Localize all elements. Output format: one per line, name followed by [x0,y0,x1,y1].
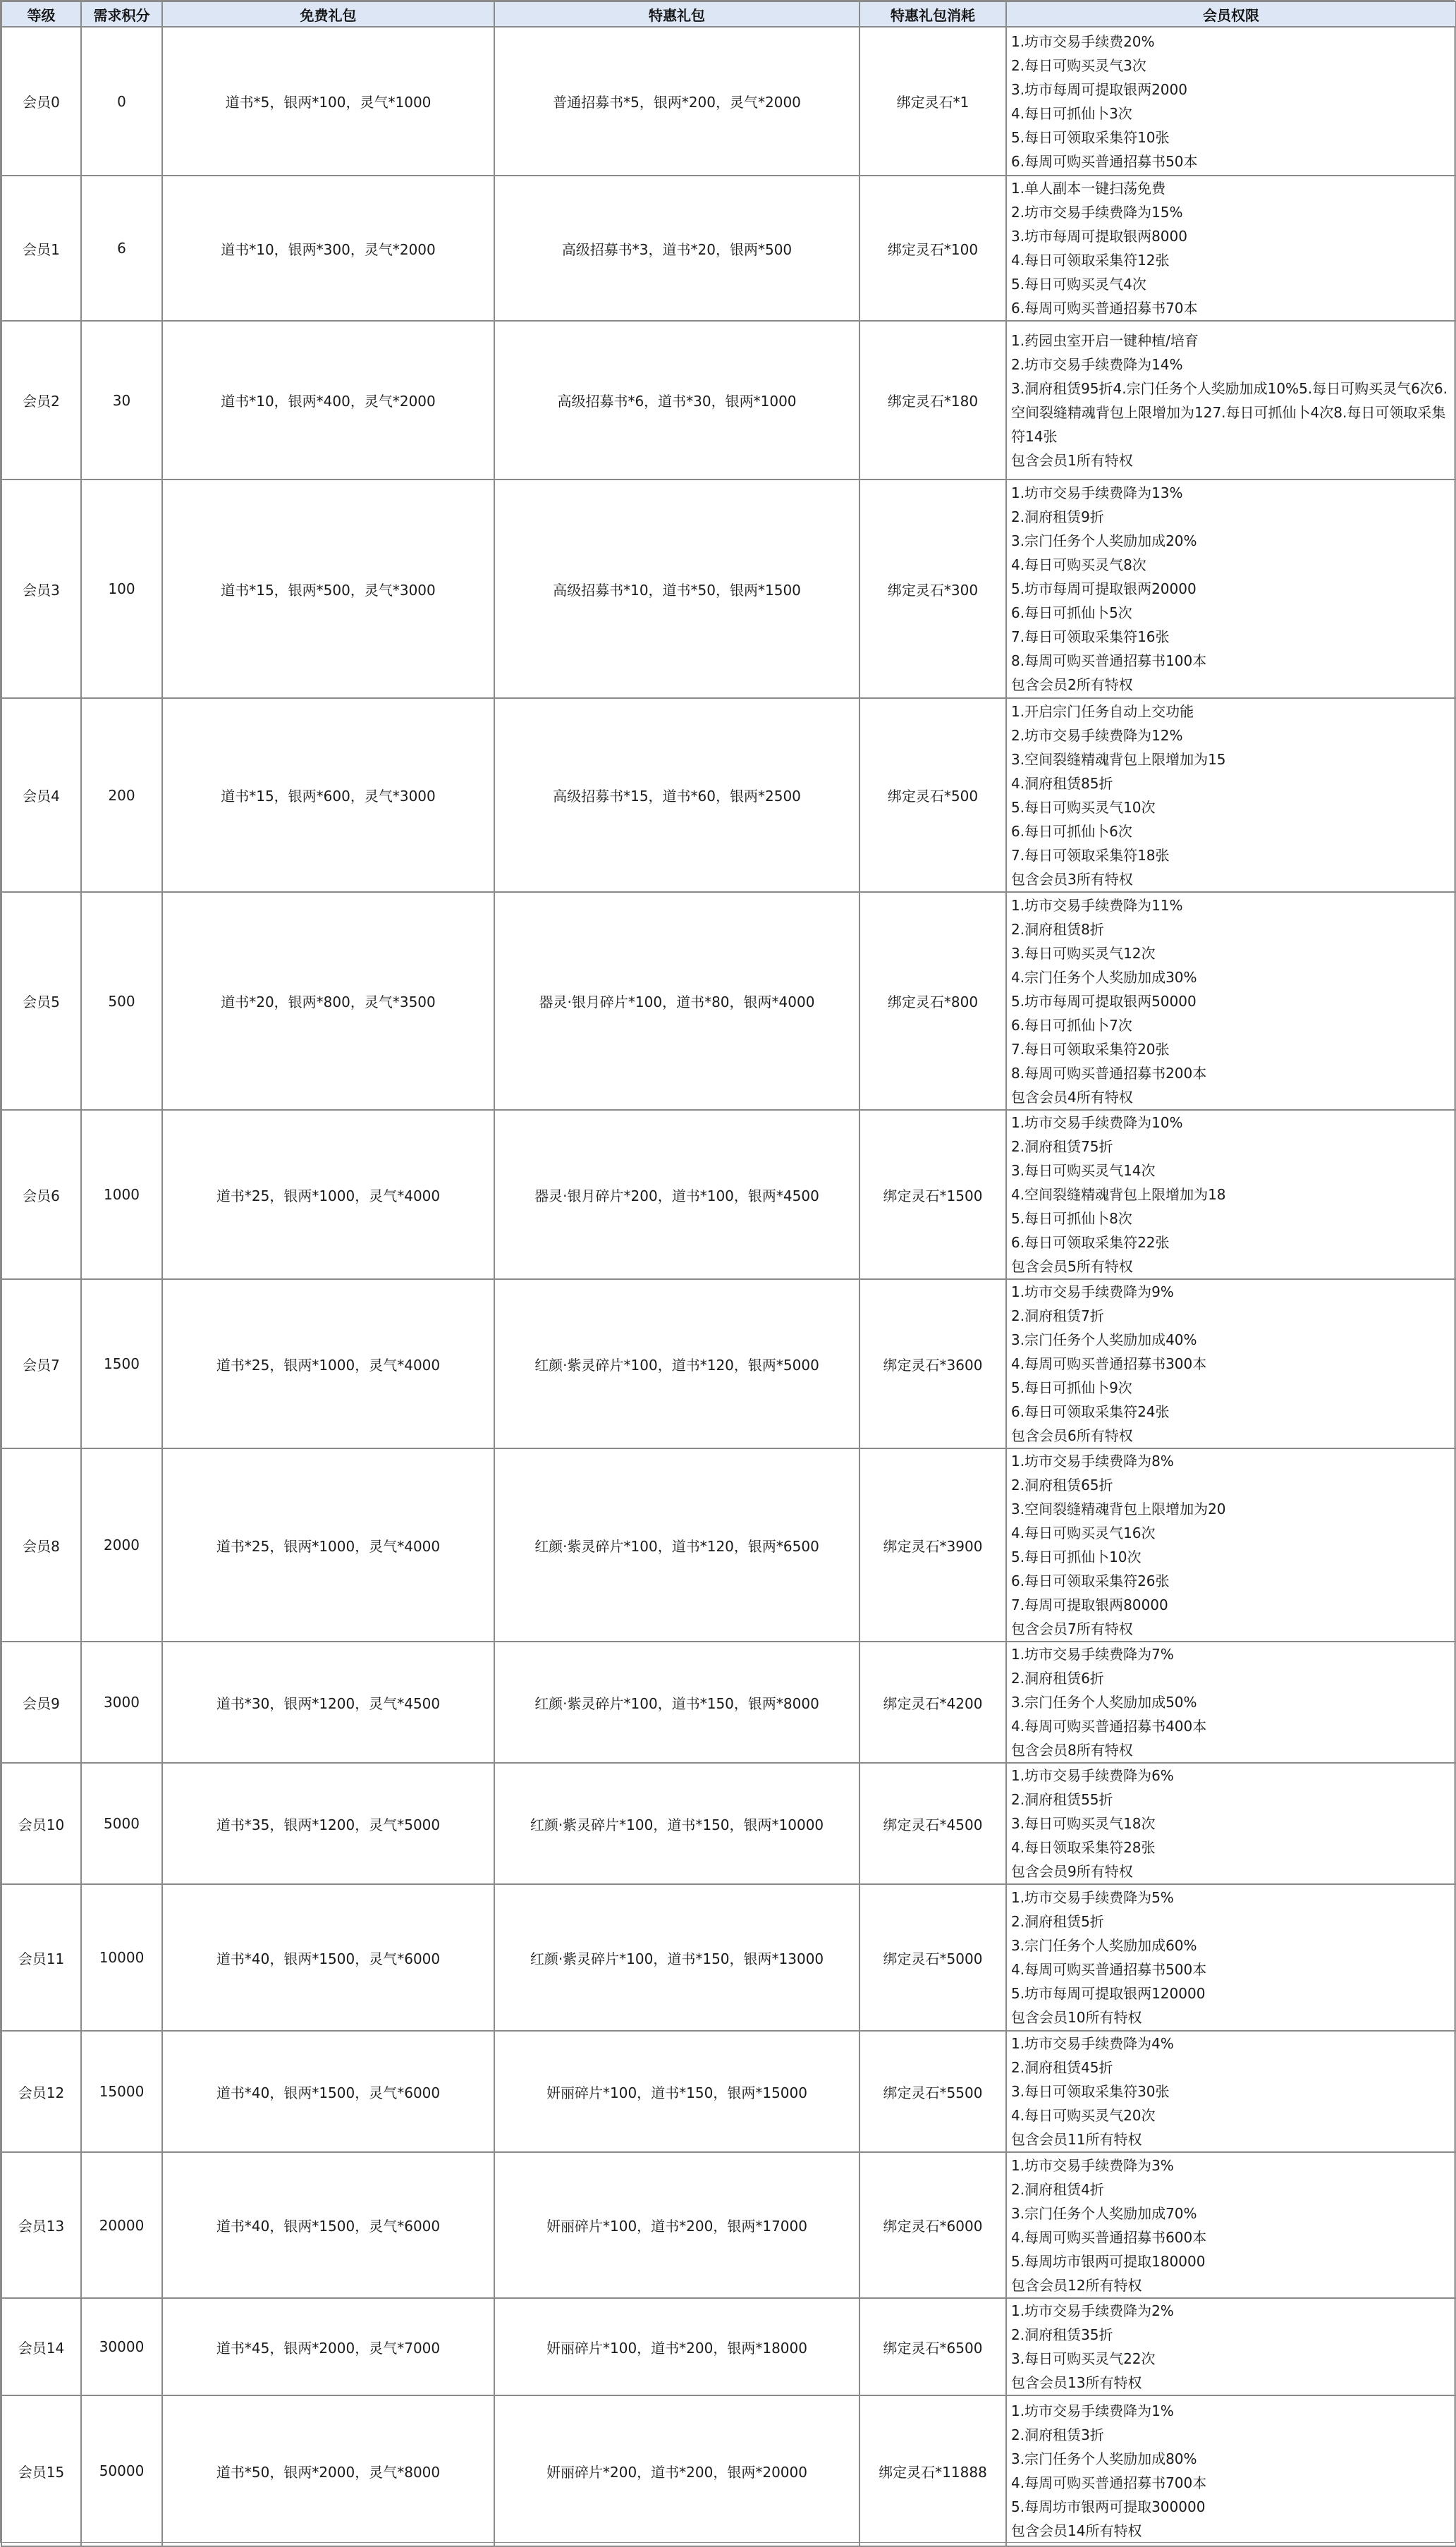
perks-cell [1006,1110,1456,1279]
perk-line: 2.坊市交易手续费降为12% [1011,726,1183,744]
points-cell: 200 [81,698,162,892]
free-pack-cell: 道书*35，银两*1200，灵气*5000 [162,1763,494,1884]
perk-line: 4.每周可购买普通招募书500本 [1011,1961,1207,1978]
perks-cell [1006,480,1456,698]
perk-line: 2.洞府租赁45折 [1011,2059,1113,2076]
perk-line: 5.每日可购买灵气4次 [1011,276,1146,293]
perks-cell [1006,2152,1456,2298]
header-level: 等级 [1,1,81,27]
table-row [1,2395,1456,2546]
level-cell: 会员1 [1,176,81,321]
special-cost-cell: 绑定灵石*180 [859,321,1006,480]
perk-line: 3.空间裂缝精魂背包上限增加为20 [1011,1501,1226,1517]
table-row [1,1448,1456,1642]
perk-line: 3.每日可领取采集符30张 [1011,2083,1170,2100]
perk-line: 4.每日可购买灵气16次 [1011,1525,1156,1541]
perk-line: 1.坊市交易手续费降为6% [1011,1767,1174,1784]
perks-cell [1006,1763,1456,1884]
special-pack-cell: 红颜·紫灵碎片*100，道书*120，银两*6500 [494,1448,859,1642]
level-cell: 会员11 [1,1884,81,2031]
perk-line: 3.每日可购买灵气14次 [1011,1162,1156,1179]
level-cell: 会员5 [1,892,81,1110]
free-pack-cell: 道书*5，银两*100，灵气*1000 [162,27,494,176]
free-pack-cell: 道书*50，银两*2000，灵气*8000 [162,2395,494,2546]
perk-line: 包含会员13所有特权 [1011,2374,1142,2391]
perk-line: 4.每日可抓仙卜3次 [1011,104,1132,122]
special-cost-cell: 绑定灵石*300 [859,480,1006,698]
points-cell: 30000 [81,2298,162,2395]
free-pack-cell: 道书*30，银两*1200，灵气*4500 [162,1642,494,1763]
perk-line: 3.坊市每周可提取银两8000 [1011,228,1187,245]
perk-line: 6.每日可抓仙卜6次 [1011,822,1132,840]
points-cell: 10000 [81,1884,162,2031]
perk-line: 7.每日可领取采集符20张 [1011,1040,1170,1058]
perk-line: 5.坊市每周可提取银两50000 [1011,992,1197,1010]
perk-line: 包含会员7所有特权 [1011,1620,1133,1637]
perk-line: 3.空间裂缝精魂背包上限增加为15 [1011,750,1226,768]
level-cell: 会员10 [1,1763,81,1884]
perk-line: 6.每日可领取采集符26张 [1011,1572,1170,1589]
free-pack-cell: 道书*25，银两*1000，灵气*4000 [162,1279,494,1448]
perk-line: 2.洞府租赁9折 [1011,508,1104,525]
perk-line: 6.每日可抓仙卜5次 [1011,604,1132,621]
perk-line: 包含会员9所有特权 [1011,1863,1133,1880]
perk-line: 包含会员2所有特权 [1011,676,1133,693]
perk-line: 包含会员5所有特权 [1011,1258,1133,1275]
perk-line: 5.每周坊市银两可提取180000 [1011,2252,1206,2270]
free-pack-cell: 道书*10，银两*400，灵气*2000 [162,321,494,480]
perk-line: 2.洞府租赁7折 [1011,1307,1104,1324]
table-row [1,1110,1456,1279]
table-row [1,1279,1456,1448]
points-cell: 30 [81,321,162,480]
perks-cell [1006,321,1456,480]
special-pack-cell: 器灵·银月碎片*100，道书*80，银两*4000 [494,892,859,1110]
header-row [1,1,1456,27]
free-pack-cell: 道书*20，银两*800，灵气*3500 [162,892,494,1110]
perk-line: 5.坊市每周可提取银两20000 [1011,580,1197,597]
perk-line: 5.每日可领取采集符10张 [1011,128,1170,146]
free-pack-cell: 道书*25，银两*1000，灵气*4000 [162,1448,494,1642]
free-pack-cell: 道书*15，银两*500，灵气*3000 [162,480,494,698]
table-row [1,1884,1456,2031]
special-cost-cell: 绑定灵石*6000 [859,2152,1006,2298]
table-row [1,2152,1456,2298]
perks-cell [1006,1279,1456,1448]
perk-line: 3.每日可购买灵气18次 [1011,1815,1156,1832]
free-pack-cell: 道书*25，银两*1000，灵气*4000 [162,1110,494,1279]
perk-line: 7.每日可领取采集符16张 [1011,628,1170,645]
table-row [1,2031,1456,2152]
points-cell: 5000 [81,1763,162,1884]
special-cost-cell: 绑定灵石*3600 [859,1279,1006,1448]
perk-line: 包含会员3所有特权 [1011,870,1133,888]
special-pack-cell: 妍丽碎片*100，道书*150，银两*15000 [494,2031,859,2152]
perk-line: 包含会员8所有特权 [1011,1742,1133,1759]
perk-line: 4.每日可购买灵气8次 [1011,556,1146,573]
level-cell: 会员4 [1,698,81,892]
level-cell: 会员12 [1,2031,81,2152]
perk-line: 3.宗门任务个人奖励加成70% [1011,2204,1197,2222]
special-cost-cell: 绑定灵石*1500 [859,1110,1006,1279]
perk-line: 3.坊市每周可提取银两2000 [1011,80,1187,98]
points-cell: 3000 [81,1642,162,1763]
level-cell: 会员15 [1,2395,81,2546]
free-pack-cell: 道书*40，银两*1500，灵气*6000 [162,1884,494,2031]
perk-line: 2.洞府租赁75折 [1011,1138,1113,1155]
perk-line: 5.每周坊市银两可提取300000 [1011,2498,1206,2515]
perk-line: 5.每日可抓仙卜9次 [1011,1379,1132,1396]
perk-line: 1.药园虫室开启一键种植/培育 [1011,331,1199,349]
perk-line: 1.坊市交易手续费降为10% [1011,1114,1183,1131]
free-pack-cell: 道书*40，银两*1500，灵气*6000 [162,2152,494,2298]
perk-line: 2.每日可购买灵气3次 [1011,56,1146,74]
special-pack-cell: 红颜·紫灵碎片*100，道书*150，银两*8000 [494,1642,859,1763]
special-cost-cell: 绑定灵石*4200 [859,1642,1006,1763]
perk-line: 7.每周可提取银两80000 [1011,1596,1168,1613]
perk-line: 1.坊市交易手续费降为9% [1011,1283,1174,1300]
perk-line: 4.每周可购买普通招募书300本 [1011,1355,1207,1372]
perk-line: 3.洞府租赁95折4.宗门任务个人奖励加成10%5.每日可购买灵气6次6.空间裂缝精魂背包上限增加为127.每日可抓仙卜4次8.每日可领取采集符14张 [1011,379,1448,445]
perk-line: 2.洞府租赁5折 [1011,1913,1104,1930]
table-row [1,27,1456,176]
table-body [1,27,1456,2546]
perk-line: 2.洞府租赁4折 [1011,2180,1104,2198]
perk-line: 1.坊市交易手续费降为1% [1011,2402,1174,2419]
special-pack-cell: 普通招募书*5，银两*200，灵气*2000 [494,27,859,176]
perk-line: 4.每周可购买普通招募书600本 [1011,2228,1207,2246]
points-cell: 1500 [81,1279,162,1448]
perk-line: 6.每日可领取采集符24张 [1011,1403,1170,1420]
perks-cell [1006,1642,1456,1763]
table-row [1,321,1456,480]
special-cost-cell: 绑定灵石*100 [859,176,1006,321]
perk-line: 3.宗门任务个人奖励加成60% [1011,1937,1197,1954]
special-pack-cell: 妍丽碎片*100，道书*200，银两*18000 [494,2298,859,2395]
special-cost-cell: 绑定灵石*5000 [859,1884,1006,2031]
table-row [1,1763,1456,1884]
level-cell: 会员14 [1,2298,81,2395]
perk-line: 2.坊市交易手续费降为15% [1011,204,1183,221]
level-cell: 会员3 [1,480,81,698]
perk-line: 6.每日可领取采集符22张 [1011,1234,1170,1251]
perk-line: 4.每日可购买灵气20次 [1011,2107,1156,2124]
special-pack-cell: 高级招募书*3，道书*20，银两*500 [494,176,859,321]
special-cost-cell: 绑定灵石*1 [859,27,1006,176]
special-pack-cell: 器灵·银月碎片*200，道书*100，银两*4500 [494,1110,859,1279]
perk-line: 包含会员4所有特权 [1011,1088,1133,1106]
perk-line: 1.坊市交易手续费降为11% [1011,896,1183,914]
level-cell: 会员7 [1,1279,81,1448]
special-cost-cell: 绑定灵石*11888 [859,2395,1006,2546]
perks-cell [1006,1884,1456,2031]
perk-line: 8.每周可购买普通招募书200本 [1011,1064,1207,1082]
free-pack-cell: 道书*15，银两*600，灵气*3000 [162,698,494,892]
free-pack-cell: 道书*40，银两*1500，灵气*6000 [162,2031,494,2152]
perk-line: 5.坊市每周可提取银两120000 [1011,1985,1206,2002]
perk-line: 6.每日可抓仙卜7次 [1011,1016,1132,1034]
perk-line: 1.坊市交易手续费20% [1011,32,1155,50]
perk-line: 1.开启宗门任务自动上交功能 [1011,702,1194,720]
perk-line: 3.宗门任务个人奖励加成20% [1011,532,1197,549]
level-cell: 会员8 [1,1448,81,1642]
perk-line: 4.空间裂缝精魂背包上限增加为18 [1011,1186,1226,1203]
special-cost-cell: 绑定灵石*500 [859,698,1006,892]
perks-cell [1006,1448,1456,1642]
vip-privilege-table [1,1,1456,2547]
perk-line: 1.坊市交易手续费降为7% [1011,1646,1174,1663]
perk-line: 1.单人副本一键扫荡免费 [1011,180,1166,197]
perk-line: 2.坊市交易手续费降为14% [1011,355,1183,373]
level-cell: 会员9 [1,1642,81,1763]
special-pack-cell: 红颜·紫灵碎片*100，道书*150，银两*13000 [494,1884,859,2031]
perk-line: 1.坊市交易手续费降为3% [1011,2156,1174,2174]
perk-line: 6.每周可购买普通招募书70本 [1011,300,1198,317]
perk-line: 6.每周可购买普通招募书50本 [1011,152,1198,170]
perks-cell [1006,892,1456,1110]
points-cell: 6 [81,176,162,321]
perk-line: 1.坊市交易手续费降为8% [1011,1453,1174,1470]
header-points: 需求积分 [81,1,162,27]
level-cell: 会员2 [1,321,81,480]
perk-line: 5.每日可购买灵气10次 [1011,798,1156,816]
special-cost-cell: 绑定灵石*5500 [859,2031,1006,2152]
special-pack-cell: 妍丽碎片*100，道书*200，银两*17000 [494,2152,859,2298]
special-cost-cell: 绑定灵石*4500 [859,1763,1006,1884]
perk-line: 3.宗门任务个人奖励加成50% [1011,1694,1197,1711]
level-cell: 会员0 [1,27,81,176]
header-free-pack: 免费礼包 [162,1,494,27]
perk-line: 3.每日可购买灵气22次 [1011,2350,1156,2367]
table-row [1,480,1456,698]
special-pack-cell: 红颜·紫灵碎片*100，道书*150，银两*10000 [494,1763,859,1884]
points-cell: 50000 [81,2395,162,2546]
perk-line: 包含会员12所有特权 [1011,2276,1142,2294]
perk-line: 8.每周可购买普通招募书100本 [1011,652,1207,669]
points-cell: 2000 [81,1448,162,1642]
perks-cell [1006,176,1456,321]
special-cost-cell: 绑定灵石*6500 [859,2298,1006,2395]
perk-line: 4.每周可购买普通招募书400本 [1011,1718,1207,1735]
special-cost-cell: 绑定灵石*800 [859,892,1006,1110]
level-cell: 会员6 [1,1110,81,1279]
header-perks: 会员权限 [1006,1,1456,27]
free-pack-cell: 道书*45，银两*2000，灵气*7000 [162,2298,494,2395]
perks-cell [1006,2395,1456,2546]
special-cost-cell: 绑定灵石*3900 [859,1448,1006,1642]
perk-line: 包含会员1所有特权 [1011,451,1133,469]
perks-cell [1006,2031,1456,2152]
table-row [1,176,1456,321]
perk-line: 4.洞府租赁85折 [1011,774,1113,792]
table-row [1,1642,1456,1763]
perks-cell [1006,27,1456,176]
perk-line: 1.坊市交易手续费降为13% [1011,484,1183,501]
perk-line: 4.每周可购买普通招募书700本 [1011,2474,1207,2491]
special-pack-cell: 红颜·紫灵碎片*100，道书*120，银两*5000 [494,1279,859,1448]
perks-cell [1006,698,1456,892]
points-cell: 1000 [81,1110,162,1279]
header-special-pack: 特惠礼包 [494,1,859,27]
perk-line: 2.洞府租赁55折 [1011,1791,1113,1808]
perk-line: 1.坊市交易手续费降为4% [1011,2035,1174,2052]
perk-line: 2.洞府租赁6折 [1011,1670,1104,1687]
perk-line: 4.每日领取采集符28张 [1011,1839,1156,1856]
special-pack-cell: 高级招募书*10，道书*50，银两*1500 [494,480,859,698]
points-cell: 100 [81,480,162,698]
perk-line: 3.宗门任务个人奖励加成80% [1011,2450,1197,2467]
header-special-cost: 特惠礼包消耗 [859,1,1006,27]
table-row [1,892,1456,1110]
points-cell: 500 [81,892,162,1110]
perk-line: 4.宗门任务个人奖励加成30% [1011,968,1197,986]
perk-line: 2.洞府租赁65折 [1011,1477,1113,1494]
table-row [1,2298,1456,2395]
perk-line: 包含会员6所有特权 [1011,1427,1133,1444]
perk-line: 3.宗门任务个人奖励加成40% [1011,1331,1197,1348]
level-cell: 会员13 [1,2152,81,2298]
perk-line: 4.每日可领取采集符12张 [1011,252,1170,269]
perk-line: 7.每日可领取采集符18张 [1011,846,1170,864]
special-pack-cell: 高级招募书*6，道书*30，银两*1000 [494,321,859,480]
perk-line: 3.每日可购买灵气12次 [1011,944,1156,962]
perk-line: 1.坊市交易手续费降为2% [1011,2302,1174,2319]
special-pack-cell: 高级招募书*15，道书*60，银两*2500 [494,698,859,892]
points-cell: 0 [81,27,162,176]
free-pack-cell: 道书*10，银两*300，灵气*2000 [162,176,494,321]
perk-line: 2.洞府租赁3折 [1011,2426,1104,2443]
perk-line: 包含会员14所有特权 [1011,2522,1142,2539]
perk-line: 5.每日可抓仙卜10次 [1011,1549,1142,1565]
points-cell: 15000 [81,2031,162,2152]
perks-cell [1006,2298,1456,2395]
perk-line: 包含会员11所有特权 [1011,2131,1142,2148]
perk-line: 包含会员10所有特权 [1011,2009,1142,2026]
table-row [1,698,1456,892]
perk-line: 1.坊市交易手续费降为5% [1011,1889,1174,1906]
perk-line: 2.洞府租赁8折 [1011,920,1104,938]
special-pack-cell: 妍丽碎片*200，道书*200，银两*20000 [494,2395,859,2546]
perk-line: 2.洞府租赁35折 [1011,2326,1113,2343]
points-cell: 20000 [81,2152,162,2298]
perk-line: 5.每日可抓仙卜8次 [1011,1210,1132,1227]
